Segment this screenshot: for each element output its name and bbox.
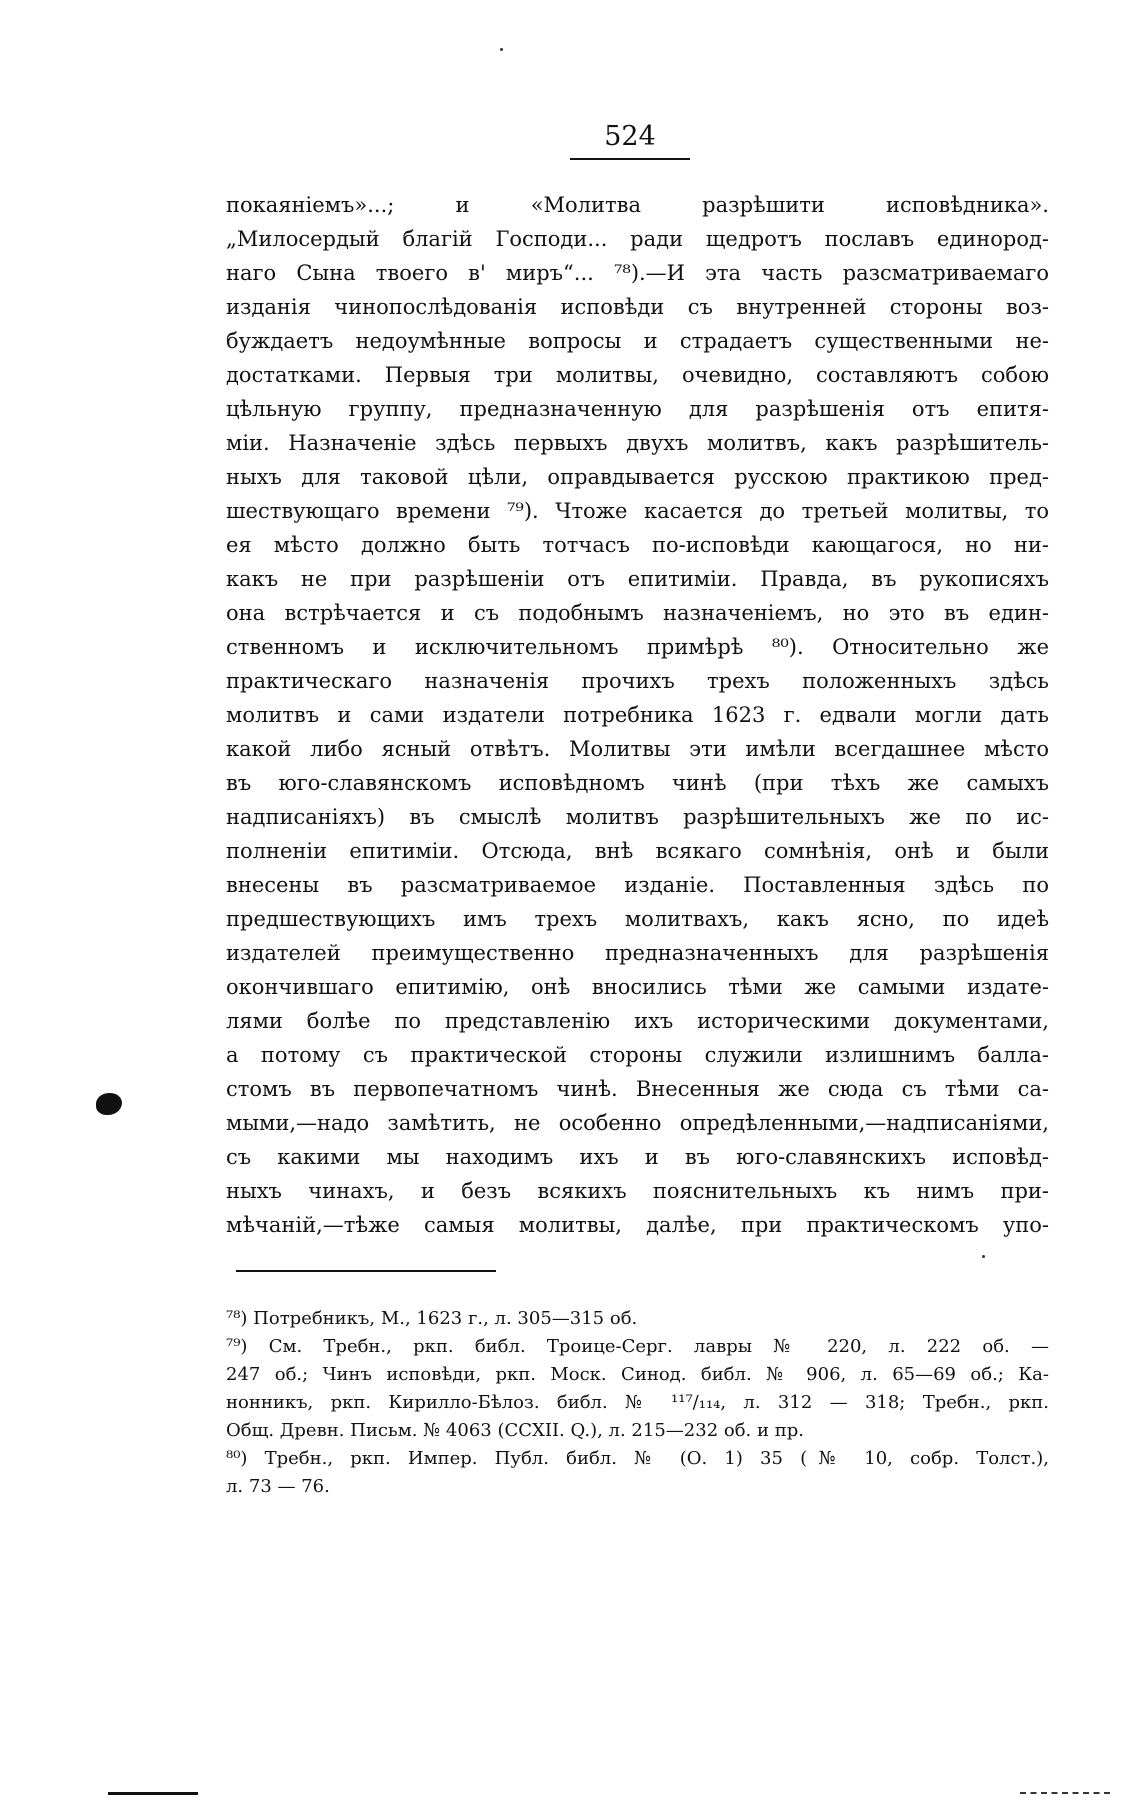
body-line: изданія чинопослѣдованія исповѣди съ внутренней стороны воз- (226, 295, 1049, 319)
footnote-line: нонникъ, ркп. Кирилло-Бѣлоз. библ. № ¹¹⁷/₁₁₄, л. 312 — 318; Требн., ркп. (226, 1392, 1049, 1413)
body-line: лями болѣе по представленію ихъ историческими документами, (226, 1009, 1049, 1033)
scan-speck (982, 1255, 985, 1258)
footnote-line: ⁷⁹) См. Требн., ркп. библ. Троице-Серг. лавры № 220, л. 222 об. — (226, 1336, 1049, 1357)
body-line: въ юго-славянскомъ исповѣдномъ чинѣ (при тѣхъ же самыхъ (226, 771, 1049, 795)
body-line: цѣльную группу, предназначенную для разрѣшенія отъ епитя- (226, 397, 1049, 421)
footnote-divider (236, 1270, 496, 1272)
footnote-line: ⁸⁰) Требн., ркп. Импер. Публ. библ. № (О. 1) 35 (№ 10, собр. Толст.), (226, 1448, 1049, 1469)
body-line: мыми,—надо замѣтить, не особенно опредѣленными,—надписаніями, (226, 1111, 1049, 1135)
page-number: 524 (604, 121, 656, 152)
body-line: ныхъ чинахъ, и безъ всякихъ пояснительныхъ къ нимъ при- (226, 1179, 1049, 1203)
body-line: а потому съ практической стороны служили излишнимъ балла- (226, 1043, 1049, 1067)
body-line: она встрѣчается и съ подобнымъ назначеніемъ, но это въ един- (226, 601, 1049, 625)
scan-speck (500, 48, 503, 51)
footnote-line: 247 об.; Чинъ исповѣди, ркп. Моск. Синод. библ. № 906, л. 65—69 об.; Ка- (226, 1364, 1049, 1385)
body-line: внесены въ разсматриваемое изданіе. Поставленныя здѣсь по (226, 873, 1049, 897)
body-line: окончившаго епитимію, онѣ вносились тѣми же самыми издате- (226, 975, 1049, 999)
footnote-line: ⁷⁸) Потребникъ, М., 1623 г., л. 305—315 об. (226, 1308, 638, 1329)
body-line: предшествующихъ имъ трехъ молитвахъ, какъ ясно, по идеѣ (226, 907, 1049, 931)
body-line: издателей преимущественно предназначенныхъ для разрѣшенія (226, 941, 1049, 965)
body-line: съ какими мы находимъ ихъ и въ юго-славянскихъ исповѣд- (226, 1145, 1049, 1169)
footnote-line: Общ. Древн. Письм. № 4063 (CCXII. Q.), л. 215—232 об. и пр. (226, 1420, 804, 1441)
body-line: полненіи епитиміи. Отсюда, внѣ всякаго сомнѣнія, онѣ и были (226, 839, 1049, 863)
body-line: какъ не при разрѣшеніи отъ епитиміи. Правда, въ рукописяхъ (226, 567, 1049, 591)
footnote-line: л. 73 — 76. (226, 1476, 330, 1497)
body-line: шествующаго времени ⁷⁹). Чтоже касается до третьей молитвы, то (226, 499, 1049, 523)
bottom-left-scan-mark (108, 1792, 198, 1795)
body-line: стомъ въ первопечатномъ чинѣ. Внесенныя же сюда съ тѣми са- (226, 1077, 1049, 1101)
body-text (226, 188, 1049, 1242)
body-line: наго Сына твоего в' миръ“... ⁷⁸).—И эта часть разсматриваемаго (226, 261, 1049, 285)
body-line: міи. Назначеніе здѣсь первыхъ двухъ молитвъ, какъ разрѣшитель- (226, 431, 1049, 455)
body-line: „Милосердый благій Господи... ради щедротъ пославъ единород- (226, 227, 1049, 251)
footnotes (226, 1305, 1049, 1501)
page-number-underline (570, 158, 690, 160)
bottom-right-scan-mark (1020, 1792, 1110, 1794)
body-line: надписаніяхъ) въ смыслѣ молитвъ разрѣшительныхъ же по ис- (226, 805, 1049, 829)
body-line: покаяніемъ»...; и «Молитва разрѣшити исповѣдника». (226, 193, 1049, 217)
body-line: какой либо ясный отвѣтъ. Молитвы эти имѣли всегдашнее мѣсто (226, 737, 1049, 761)
body-line: ея мѣсто должно быть тотчасъ по-исповѣди кающагося, но ни- (226, 533, 1049, 557)
body-line: молитвъ и сами издатели потребника 1623 г. едвали могли дать (226, 703, 1049, 727)
body-line: буждаетъ недоумѣнные вопросы и страдаетъ существенными не- (226, 329, 1049, 353)
body-line: мѣчаній,—тѣже самыя молитвы, далѣе, при практическомъ упо- (226, 1213, 1049, 1237)
body-line: ныхъ для таковой цѣли, оправдывается русскою практикою пред- (226, 465, 1049, 489)
body-line: ственномъ и исключительномъ примѣрѣ ⁸⁰). Относительно же (226, 635, 1049, 659)
ink-blot-icon (96, 1093, 122, 1115)
body-line: практическаго назначенія прочихъ трехъ положенныхъ здѣсь (226, 669, 1049, 693)
body-line: достатками. Первыя три молитвы, очевидно, составляютъ собою (226, 363, 1049, 387)
